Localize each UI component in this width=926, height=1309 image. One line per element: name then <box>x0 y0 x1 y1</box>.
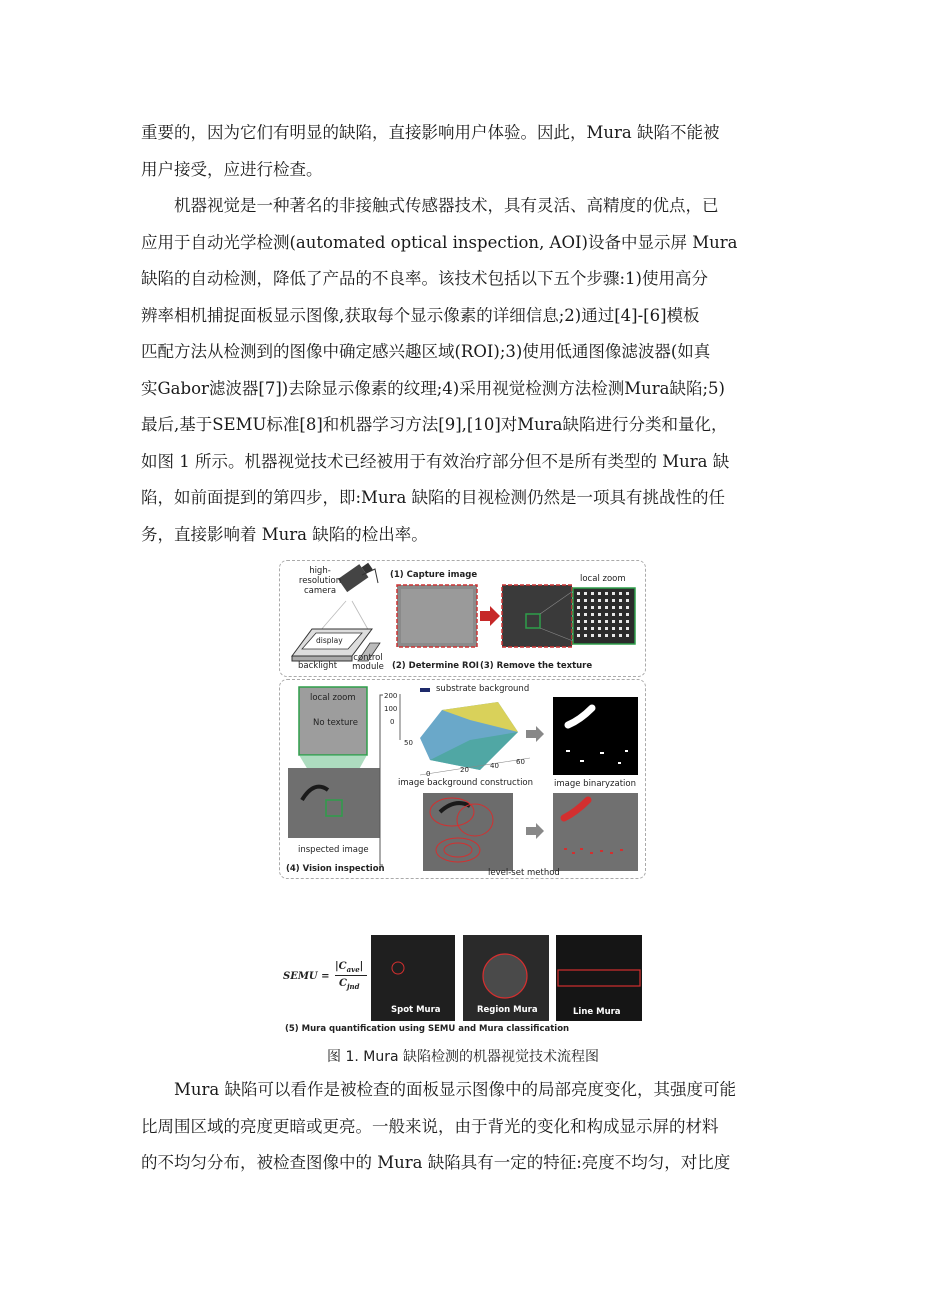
text-line: 比周围区域的亮度更暗或更亮。一般来说，由于背光的变化和构成显示屏的材料 <box>141 1116 719 1136</box>
text-line: 辨率相机捕捉面板显示图像,获取每个显示像素的详细信息;2)通过[4]-[6]模板 <box>141 305 700 325</box>
x-tick: 0 <box>426 770 431 778</box>
x-tick: 40 <box>490 762 499 770</box>
figure-caption: 图 1. Mura 缺陷检测的机器视觉技术流程图 <box>327 1049 599 1065</box>
display-label: display <box>316 636 343 645</box>
legend-label: substrate background <box>436 684 530 694</box>
x-tick: 60 <box>516 758 525 766</box>
step3-label: (3) Remove the texture <box>480 661 593 671</box>
local-zoom-label: local zoom <box>310 693 356 703</box>
no-texture-label: No texture <box>313 718 358 728</box>
step5-label: (5) Mura quantification using SEMU and Mura classification <box>285 1024 570 1034</box>
inspected-label: inspected image <box>298 845 369 855</box>
figure-bottom-panel <box>279 933 644 1037</box>
step4-label: (4) Vision inspection <box>286 864 385 874</box>
text-line: 缺陷的自动检测，降低了产品的不良率。该技术包括以下五个步骤:1)使用高分 <box>141 269 708 288</box>
step1-label: (1) Capture image <box>390 570 478 580</box>
region-mura-label: Region Mura <box>477 1005 538 1015</box>
text-line: 如图 1 所示。机器视觉技术已经被用于有效治疗部分但不是所有类型的 Mura 缺 <box>141 451 730 471</box>
paragraph-3 <box>141 1072 789 1182</box>
text-line: 陷，如前面提到的第四步，即:Mura 缺陷的目视检测仍然是一项具有挑战性的任 <box>141 488 726 507</box>
text-line: 机器视觉是一种著名的非接触式传感器技术，具有灵活、高精度的优点，已 <box>174 196 719 215</box>
level-set-label: level-set method <box>488 868 560 878</box>
y-tick: 0 <box>390 718 395 726</box>
line-mura-label: Line Mura <box>573 1007 621 1017</box>
binarization-label: image binaryzation <box>554 779 637 789</box>
text-line: Mura 缺陷可以看作是被检查的面板显示图像中的局部亮度变化，其强度可能 <box>174 1080 736 1099</box>
bg-construction-label: image background construction <box>398 778 534 788</box>
depth-tick: 50 <box>404 739 413 747</box>
backlight-label: backlight <box>298 661 338 671</box>
step2-label: (2) Determine ROI <box>392 661 479 671</box>
paragraph-1 <box>141 115 789 188</box>
text-line: 重要的，因为它们有明显的缺陷，直接影响用户体验。因此，Mura 缺陷不能被 <box>141 123 720 142</box>
text-line: 实Gabor滤波器[7])去除显示像素的纹理;4)采用视觉检测方法检测Mura缺陷;5) <box>141 378 725 398</box>
text-line: 最后,基于SEMU标准[8]和机器学习方法[9],[10]对Mura缺陷进行分类和量化， <box>141 415 728 434</box>
y-tick: 100 <box>384 705 398 713</box>
mura-samples <box>279 933 644 1037</box>
text-line: 用户接受，应进行检查。 <box>141 159 323 179</box>
x-tick: 20 <box>460 766 469 774</box>
semu-numerator: $|C_{ave}|$ <box>335 961 364 974</box>
spot-mura-label: Spot Mura <box>391 1005 441 1015</box>
text-line: 的不均匀分布，被检查图像中的 Mura 缺陷具有一定的特征:亮度不均匀，对比度 <box>141 1153 731 1172</box>
text-line: 应用于自动光学检测(automated optical inspection, AOI)设备中显示屏 Mura <box>141 232 738 252</box>
figure-top-panel <box>279 560 646 677</box>
camera-label: high-resolution camera <box>298 566 342 596</box>
local-zoom-label: local zoom <box>580 574 626 584</box>
semu-lhs: SEMU = <box>283 971 330 982</box>
figure-middle-panel <box>279 679 646 879</box>
text-line: 匹配方法从检测到的图像中确定感兴趣区域(ROI);3)使用低通图像滤波器(如真 <box>141 342 711 361</box>
y-tick: 200 <box>384 692 398 700</box>
text-line: 务，直接影响着 Mura 缺陷的检出率。 <box>141 524 428 544</box>
control-module-label: control module <box>352 653 384 672</box>
semu-denominator: $C_{jnd}$ <box>339 978 360 991</box>
paragraph-2 <box>141 188 789 553</box>
